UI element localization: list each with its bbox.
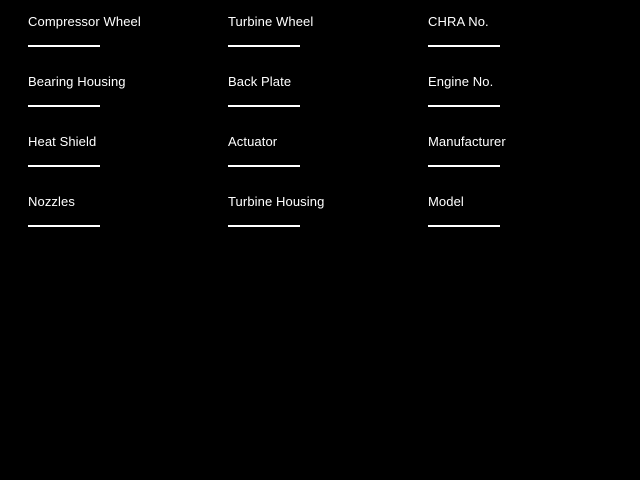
field-label: Nozzles (28, 194, 75, 209)
field-nozzles[interactable] (28, 194, 228, 254)
field-underline[interactable] (428, 45, 500, 47)
field-manufacturer[interactable] (428, 134, 612, 194)
field-underline[interactable] (428, 165, 500, 167)
field-chra-no[interactable] (428, 14, 612, 74)
field-bearing-housing[interactable] (28, 74, 228, 134)
field-label: Model (428, 194, 464, 209)
field-back-plate[interactable] (228, 74, 428, 134)
field-underline[interactable] (228, 225, 300, 227)
field-underline[interactable] (228, 45, 300, 47)
field-label: Heat Shield (28, 134, 97, 149)
field-underline[interactable] (28, 225, 100, 227)
field-label: Back Plate (228, 74, 292, 89)
field-label: Compressor Wheel (28, 14, 141, 29)
field-heat-shield[interactable] (28, 134, 228, 194)
field-compressor-wheel[interactable] (28, 14, 228, 74)
field-label: Turbine Housing (228, 194, 325, 209)
field-engine-no[interactable] (428, 74, 612, 134)
field-label: Bearing Housing (28, 74, 126, 89)
field-label: CHRA No. (428, 14, 489, 29)
field-underline[interactable] (28, 45, 100, 47)
field-label: Turbine Wheel (228, 14, 314, 29)
field-underline[interactable] (228, 165, 300, 167)
field-underline[interactable] (428, 225, 500, 227)
field-turbine-wheel[interactable] (228, 14, 428, 74)
field-label: Engine No. (428, 74, 494, 89)
field-underline[interactable] (28, 165, 100, 167)
field-label: Actuator (228, 134, 278, 149)
field-underline[interactable] (228, 105, 300, 107)
field-label: Manufacturer (428, 134, 506, 149)
field-underline[interactable] (28, 105, 100, 107)
field-actuator[interactable] (228, 134, 428, 194)
field-turbine-housing[interactable] (228, 194, 428, 254)
form-fields-grid (28, 14, 612, 254)
field-model[interactable] (428, 194, 612, 254)
field-underline[interactable] (428, 105, 500, 107)
